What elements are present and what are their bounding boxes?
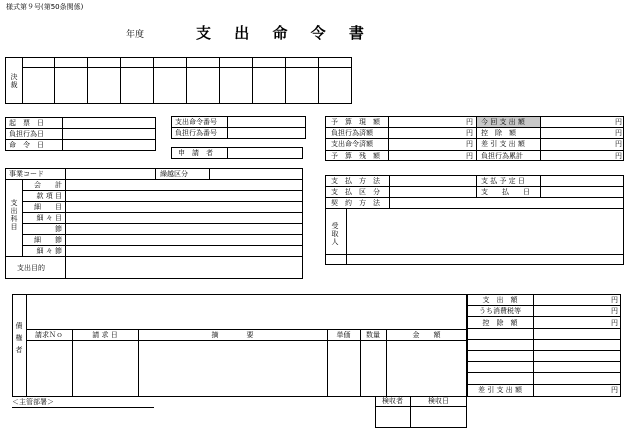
shouhizei-label: うち消費税等 — [479, 307, 521, 315]
yen-unit: 円 — [466, 129, 473, 137]
kamoku-saisaimoku: 細 々 目 — [36, 214, 62, 222]
futan-ruikei-label: 負担行為累計 — [481, 152, 523, 160]
yen-unit: 円 — [615, 118, 622, 126]
budget-genkaku-label: 予 算 現 額 — [331, 118, 380, 126]
col-tekiyou: 摘 要 — [211, 331, 254, 339]
kihyo-date-label: 起 票 日 — [9, 119, 44, 127]
yen-unit: 円 — [615, 152, 622, 160]
net-shishutsu-label: 差 引 支 出 額 — [478, 386, 522, 394]
yen-unit: 円 — [466, 152, 473, 160]
summary-koujo-label: 控 除 額 — [482, 319, 518, 327]
futan-date-label: 負担行為日 — [9, 130, 44, 138]
kamoku-kaikei: 会 計 — [34, 181, 62, 189]
form-number: 様式第９号(第50条関係) — [6, 3, 84, 11]
year-label: 年度 — [126, 30, 145, 40]
kenshubi-label: 検収日 — [428, 397, 449, 405]
kamoku-label: 支出科目 — [10, 199, 18, 231]
yen-unit: 円 — [611, 319, 618, 327]
purpose-label: 支出目的 — [17, 264, 45, 272]
payee-label: 受取人 — [331, 222, 339, 246]
kenshusha-label: 検収者 — [382, 397, 403, 405]
pay-yotei-label: 支 払 予 定 日 — [481, 177, 525, 185]
yen-unit: 円 — [615, 129, 622, 137]
creditor-table — [12, 294, 467, 397]
meirei-date-label: 命 令 日 — [9, 141, 44, 149]
col-seikyu-no: 請求Ｎｏ — [35, 331, 63, 339]
col-tanka: 単価 — [336, 331, 351, 339]
budget-shishutsu-zumi-label: 支出命令済額 — [331, 140, 373, 148]
yen-unit: 円 — [466, 140, 473, 148]
col-seikyu-bi: 請 求 日 — [92, 331, 118, 339]
yen-unit: 円 — [615, 140, 622, 148]
yen-unit: 円 — [611, 386, 618, 394]
page-title: 支 出 命 令 書 — [196, 24, 373, 42]
applicant-label: 申 請 者 — [178, 149, 213, 157]
yen-unit: 円 — [611, 307, 618, 315]
approval-grid — [5, 57, 352, 104]
pay-method-label: 支 払 方 法 — [331, 177, 380, 185]
kamoku-setsu: 節 — [55, 225, 62, 233]
kamoku-saisetsu: 細 節 — [34, 236, 62, 244]
pay-date-label: 支 払 日 — [481, 188, 530, 196]
koujo-label: 控 除 額 — [481, 129, 516, 137]
dept-label: ＜主管部署＞ — [12, 398, 54, 406]
shishutsu-gaku-label: 支 出 額 — [482, 296, 518, 304]
kurikoshi-label: 繰越区分 — [160, 170, 188, 178]
budget-zangaku-label: 予 算 残 額 — [331, 152, 380, 160]
kamoku-saisaisetsu: 細 々 節 — [36, 247, 62, 255]
sashihiki-label: 差 引 支 出 額 — [481, 140, 525, 148]
konkai-shishutsu-label: 今 回 支 出 額 — [481, 118, 525, 126]
col-suryou: 数量 — [366, 331, 380, 339]
kamoku-kankoumoku: 款 項 目 — [36, 192, 62, 200]
kamoku-saimoku: 細 目 — [34, 203, 62, 211]
creditor-label: 債権者 — [15, 322, 23, 354]
futan-no-label: 負担行為番号 — [175, 129, 217, 137]
pay-kubun-label: 支 払 区 分 — [331, 188, 380, 196]
contract-method-label: 契 約 方 法 — [331, 199, 380, 207]
yen-unit: 円 — [466, 118, 473, 126]
yen-unit: 円 — [611, 296, 618, 304]
budget-futan-zumi-label: 負担行為済額 — [331, 129, 373, 137]
project-code-label: 事業コード — [9, 170, 44, 178]
approval-label: 決裁 — [10, 73, 18, 89]
shishutsu-no-label: 支出命令番号 — [175, 118, 217, 126]
col-kingaku: 金 額 — [412, 331, 441, 339]
